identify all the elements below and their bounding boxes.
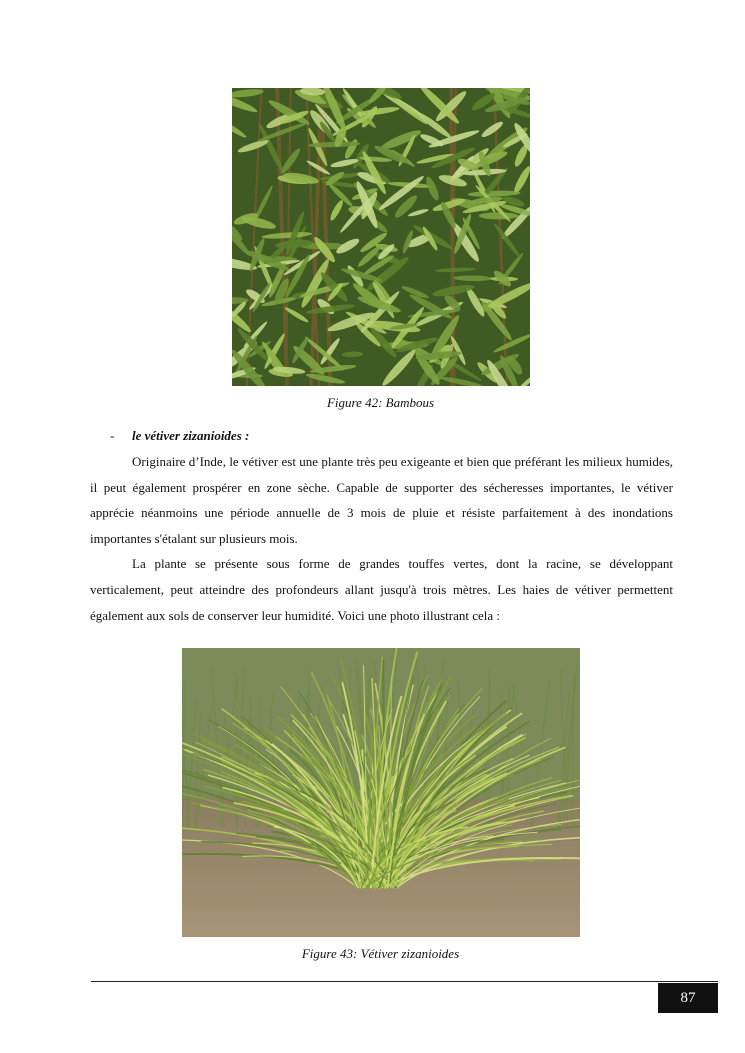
body-text (90, 449, 673, 628)
page-number: 87 (658, 983, 718, 1013)
bullet-dash: - (110, 428, 115, 443)
vetiver-photo (182, 648, 580, 937)
footer-rule (91, 981, 718, 982)
figure-42-caption: Figure 42: Bambous (326, 395, 435, 410)
bullet-heading (110, 427, 249, 445)
bullet-term: le vétiver zizanioides : (132, 428, 250, 443)
bamboo-photo (232, 88, 530, 386)
vetiver-grass-illustration (182, 648, 580, 937)
bamboo-leaves-illustration (232, 88, 530, 386)
figure-43-caption: Figure 43: Vétiver zizanioides (301, 946, 460, 961)
paragraph: Originaire d’Inde, le vétiver est une plante très peu exigeante et bien que préférant les milieux humides, il peut également prospérer en zone sèche. Capable de supporter des sécheresses importantes, le vétiver apprécie néanmoins une période annuelle de 3 mois de pluie et résiste parfaitement à des inondations importantes s'étalant sur plusieurs mois. (90, 454, 673, 546)
paragraph: La plante se présente sous forme de grandes touffes vertes, dont la racine, se développant verticalement, peut atteindre des profondeurs allant jusqu'à trois mètres. Les haies de vétiver permettent également aux sols de conserver leur humidité. Voici une photo illustrant cela : (90, 556, 673, 623)
